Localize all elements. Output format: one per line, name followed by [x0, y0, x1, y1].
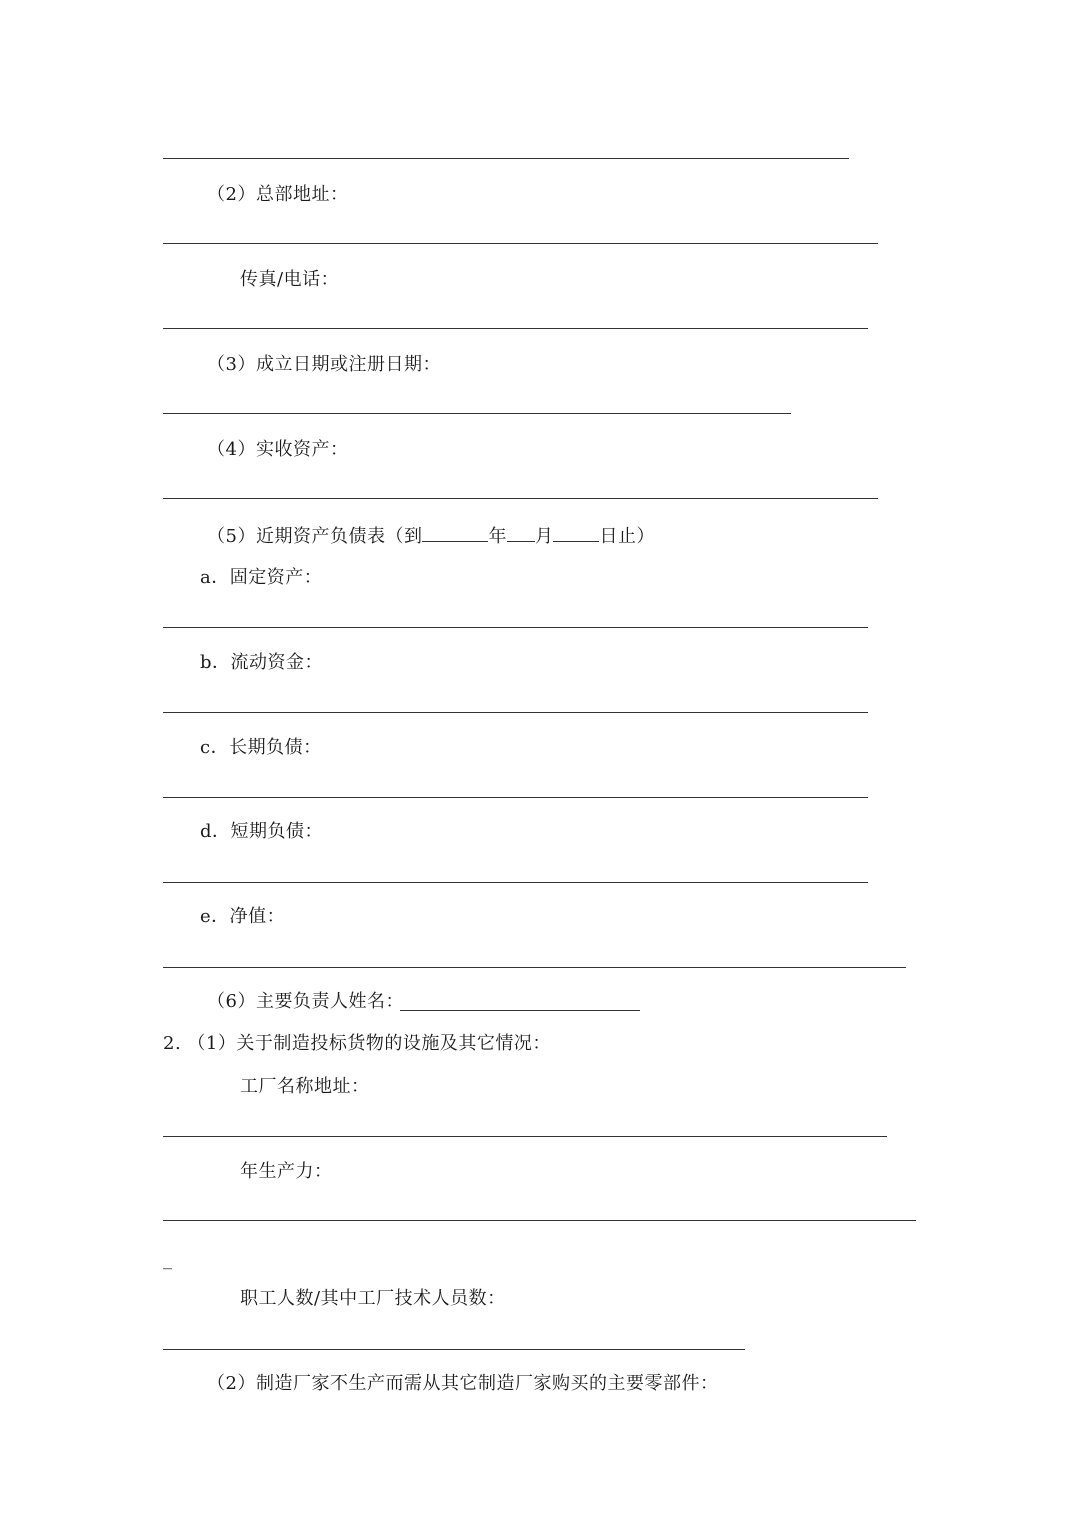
- label-fax-phone: 传真/电话：: [240, 269, 340, 290]
- label-headquarters-address: （2）总部地址：: [207, 184, 349, 205]
- blank-line-fax-phone[interactable]: [163, 328, 868, 329]
- section-2-heading: 2. （1）关于制造投标货物的设施及其它情况：: [163, 1033, 551, 1054]
- label-staff-count: 职工人数/其中工厂技术人员数：: [240, 1288, 506, 1309]
- label-balance-sheet: [207, 523, 655, 549]
- label-short-term-liabilities: d．短期负债：: [200, 821, 324, 842]
- label-principal-name: （6）主要负责人姓名：: [207, 991, 404, 1012]
- label-paid-in-assets: （4）实收资产：: [207, 439, 349, 460]
- blank-line-staff-count[interactable]: [163, 1349, 745, 1350]
- blank-year[interactable]: [422, 523, 488, 542]
- label-long-term-liabilities: c．长期负债：: [200, 737, 322, 758]
- stray-underscore: _: [163, 1249, 173, 1270]
- balance-sheet-suffix: 日止）: [599, 526, 655, 547]
- blank-line-net-worth[interactable]: [163, 967, 906, 968]
- blank-line-headquarters-address[interactable]: [163, 243, 878, 244]
- label-factory-name-address: 工厂名称地址：: [240, 1076, 370, 1097]
- blank-line-long-term-liabilities[interactable]: [163, 797, 868, 798]
- blank-line-top[interactable]: [163, 158, 849, 159]
- label-establishment-date: （3）成立日期或注册日期：: [207, 354, 441, 375]
- blank-month[interactable]: [507, 523, 535, 542]
- label-purchased-components: （2）制造厂家不生产而需从其它制造厂家购买的主要零部件：: [207, 1373, 719, 1394]
- blank-line-annual-capacity[interactable]: [163, 1220, 916, 1221]
- balance-sheet-prefix: （5）近期资产负债表（到: [207, 526, 423, 547]
- blank-line-paid-in-assets[interactable]: [163, 498, 878, 499]
- label-net-worth: e．净值：: [200, 906, 286, 927]
- balance-sheet-year: 年: [488, 526, 507, 547]
- label-working-capital: b．流动资金：: [200, 652, 324, 673]
- blank-line-principal-name[interactable]: [400, 1010, 640, 1011]
- blank-line-working-capital[interactable]: [163, 712, 868, 713]
- label-fixed-assets: a．固定资产：: [200, 567, 323, 588]
- blank-line-establishment-date[interactable]: [163, 413, 791, 414]
- blank-line-fixed-assets[interactable]: [163, 627, 868, 628]
- blank-line-factory-name-address[interactable]: [163, 1136, 887, 1137]
- label-annual-capacity: 年生产力：: [240, 1161, 333, 1182]
- blank-day[interactable]: [553, 523, 599, 542]
- blank-line-short-term-liabilities[interactable]: [163, 882, 868, 883]
- balance-sheet-month: 月: [534, 526, 554, 547]
